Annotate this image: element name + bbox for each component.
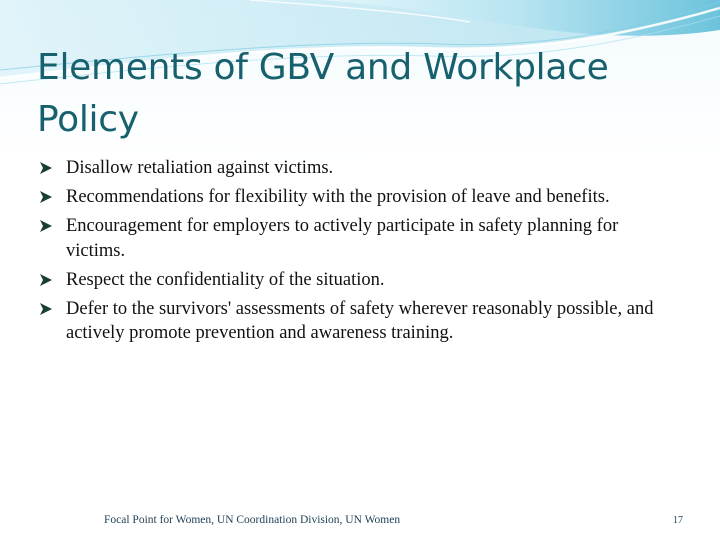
page-number: 17 — [673, 515, 683, 526]
bullet-text: Disallow retaliation against victims. — [66, 158, 334, 178]
bullet-text: Respect the confidentiality of the situation. — [66, 269, 385, 290]
arrow-bullet-icon — [36, 156, 58, 180]
arrow-bullet-icon — [36, 185, 58, 209]
arrow-bullet-icon — [36, 297, 58, 321]
bullet-item — [36, 297, 676, 346]
bullet-text: Defer to the survivors' assessments of safety wherever reasonably possible, and actively promote prevention and awareness training. — [66, 298, 654, 343]
bullet-item — [36, 185, 676, 210]
bullet-item — [36, 214, 676, 263]
arrow-bullet-icon — [36, 214, 58, 238]
arrow-bullet-icon — [36, 268, 58, 292]
slide-title: Elements of GBV and Workplace Policy — [37, 47, 609, 140]
bullet-text: Encouragement for employers to actively participate in safety planning for victims. — [66, 216, 619, 261]
slide-footer: Focal Point for Women, UN Coordination Division, UN Women — [104, 514, 401, 526]
bullet-item — [36, 156, 676, 181]
bullet-list — [36, 156, 676, 350]
bullet-text: Recommendations for flexibility with the provision of leave and benefits. — [66, 187, 610, 207]
bullet-item — [36, 268, 676, 293]
